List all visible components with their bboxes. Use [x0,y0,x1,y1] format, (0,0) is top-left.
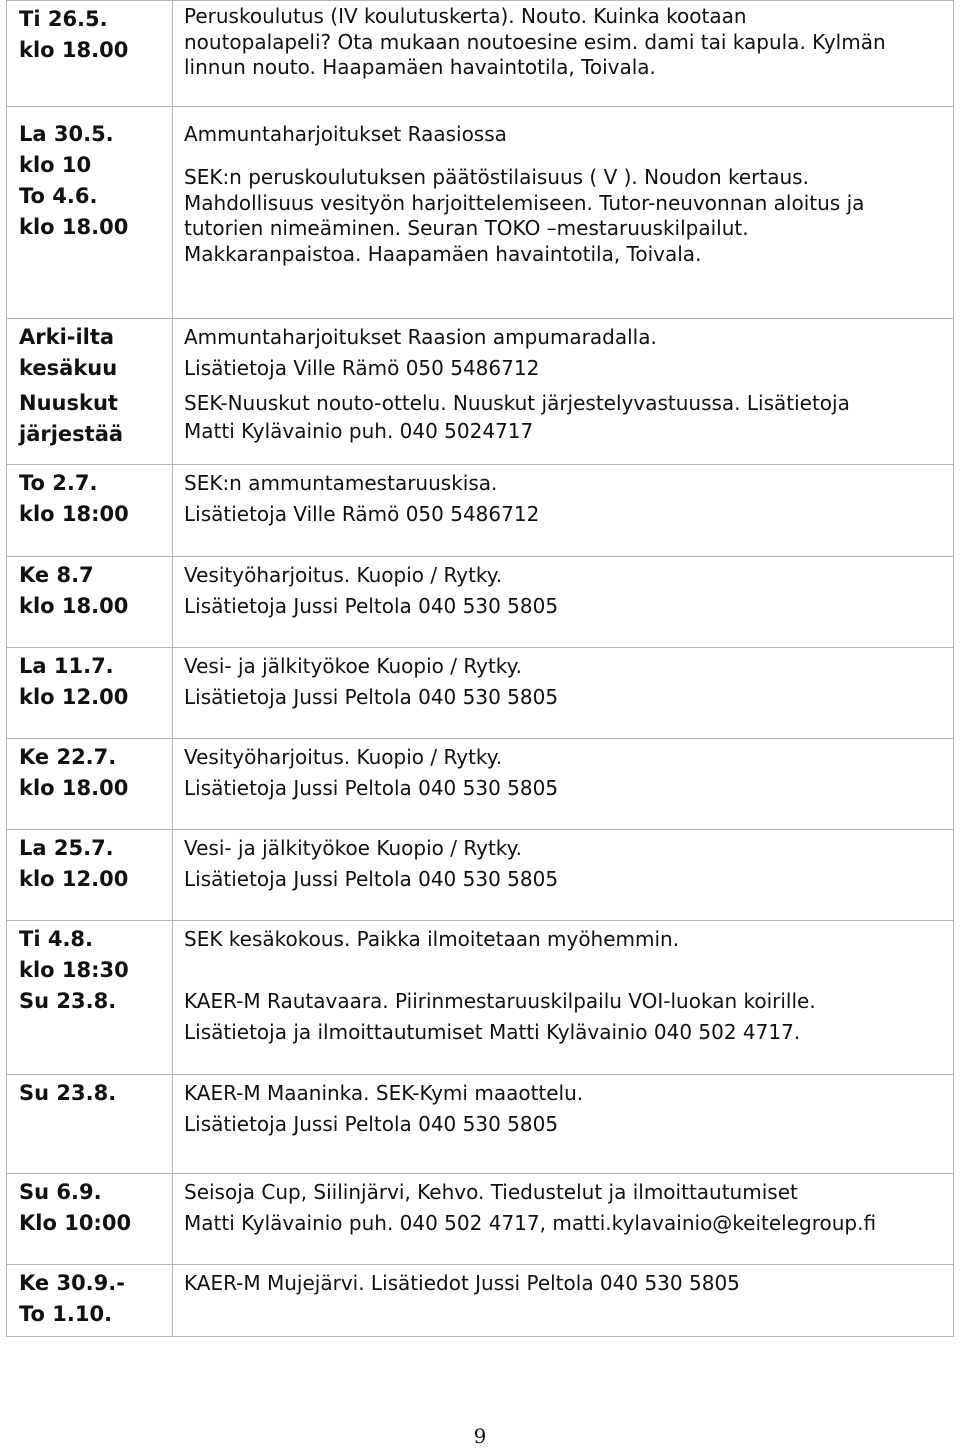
description-line: Vesityöharjoitus. Kuopio / Rytky. [184,563,503,587]
description-line: Lisätietoja Ville Rämö 050 5486712 [184,502,540,526]
table-row [7,465,954,557]
description-line: Mahdollisuus vesityön harjoittelemiseen. Tutor-neuvonnan aloitus ja [184,190,865,215]
date-cell [7,739,173,830]
description-line: Lisätietoja Jussi Peltola 040 530 5805 [184,867,559,891]
table-row [7,739,954,830]
date-line: Ke 30.9.- [19,1271,125,1295]
schedule-table [6,0,954,1337]
description-cell [173,465,954,557]
description-cell [173,107,954,319]
time-line: klo 12.00 [19,685,129,709]
description-line: KAER-M Mujejärvi. Lisätiedot Jussi Peltola 040 530 5805 [184,1271,740,1295]
description-line: SEK-Nuuskut nouto-ottelu. Nuuskut järjestelyvastuussa. Lisätietoja [184,391,850,415]
date-line: To 1.10. [19,1302,113,1326]
description-line: Ammuntaharjoitukset Raasiossa [184,122,507,146]
date-line: Ti 26.5. [19,7,108,31]
description-line: KAER-M Maaninka. SEK-Kymi maaottelu. [184,1081,584,1105]
description-line: Ammuntaharjoitukset Raasion ampumaradalla. [184,325,657,349]
time-line: Klo 10:00 [19,1211,132,1235]
description-line: Peruskoulutus (IV koulutuskerta). Nouto. Kuinka kootaan [184,4,747,28]
description-cell [173,830,954,921]
description-line: SEK:n peruskoulutuksen päätöstilaisuus ( V ). Noudon kertaus. [184,165,809,189]
description-line: Lisätietoja ja ilmoittautumiset Matti Kylävainio 040 502 4717. [184,1020,801,1044]
table-row [7,648,954,739]
date-line: To 4.6. [19,184,98,208]
description-cell [173,557,954,648]
description-line: SEK:n ammuntamestaruuskisa. [184,471,498,495]
description-cell [173,1,954,107]
time-line: klo 18.00 [19,215,129,239]
description-line: Lisätietoja Ville Rämö 050 5486712 [184,356,540,380]
date-cell [7,1075,173,1174]
time-line: klo 18.00 [19,594,129,618]
date-line: La 25.7. [19,836,114,860]
description-line: tutorien nimeäminen. Seuran TOKO –mestaruuskilpailut. [184,216,749,240]
date-cell [7,1,173,107]
time-line: klo 18:30 [19,958,129,982]
table-row [7,1,954,107]
date-line: Su 23.8. [19,989,117,1013]
description-cell [173,1075,954,1174]
date-line: To 2.7. [19,471,98,495]
time-line: klo 10 [19,153,92,177]
description-cell [173,1265,954,1337]
date-cell [7,648,173,739]
date-line: Ti 4.8. [19,927,94,951]
date-line: Ke 22.7. [19,745,117,769]
description-cell [173,319,954,465]
label-line: kesäkuu [19,356,118,380]
table-row [7,1174,954,1265]
date-cell [7,1174,173,1265]
description-line: linnun nouto. Haapamäen havaintotila, Toivala. [184,55,656,79]
date-cell [7,830,173,921]
description-line: Lisätietoja Jussi Peltola 040 530 5805 [184,776,559,800]
description-line: SEK kesäkokous. Paikka ilmoitetaan myöhemmin. [184,927,680,951]
table-row [7,557,954,648]
label-line: Arki-ilta [19,325,115,349]
description-cell [173,739,954,830]
date-line: Su 6.9. [19,1180,102,1204]
date-cell [7,921,173,1075]
table-row [7,830,954,921]
description-line: Lisätietoja Jussi Peltola 040 530 5805 [184,685,559,709]
time-line: klo 18.00 [19,776,129,800]
description-line: Lisätietoja Jussi Peltola 040 530 5805 [184,594,559,618]
time-line: klo 12.00 [19,867,129,891]
table-row [7,1075,954,1174]
date-cell [7,557,173,648]
time-line: klo 18.00 [19,38,129,62]
table-row [7,921,954,1075]
page-number: 9 [473,1424,487,1448]
description-cell [173,1174,954,1265]
description-line: Vesi- ja jälkityökoe Kuopio / Rytky. [184,836,523,860]
date-line: Su 23.8. [19,1081,117,1105]
date-line: Ke 8.7 [19,563,94,587]
label-line: Nuuskut [19,391,118,415]
date-cell [7,319,173,465]
description-line: Vesityöharjoitus. Kuopio / Rytky. [184,745,503,769]
description-line: KAER-M Rautavaara. Piirinmestaruuskilpailu VOI-luokan koirille. [184,989,816,1013]
date-line: La 30.5. [19,122,114,146]
description-line: Vesi- ja jälkityökoe Kuopio / Rytky. [184,654,523,678]
time-line: klo 18:00 [19,502,129,526]
table-row [7,1265,954,1337]
label-line: järjestää [19,422,124,446]
description-line: Makkaranpaistoa. Haapamäen havaintotila, Toivala. [184,241,702,266]
description-line: Lisätietoja Jussi Peltola 040 530 5805 [184,1112,559,1136]
description-line: noutopalapeli? Ota mukaan noutoesine esim. dami tai kapula. Kylmän [184,29,886,54]
date-line: La 11.7. [19,654,114,678]
description-line: Matti Kylävainio puh. 040 5024717 [184,419,534,443]
description-line: Matti Kylävainio puh. 040 502 4717, matti.kylavainio@keitelegroup.fi [184,1211,877,1235]
date-cell [7,1265,173,1337]
description-line: Seisoja Cup, Siilinjärvi, Kehvo. Tiedustelut ja ilmoittautumiset [184,1180,798,1204]
table-row [7,319,954,465]
description-cell [173,648,954,739]
date-cell [7,465,173,557]
date-cell [7,107,173,319]
table-row [7,107,954,319]
description-cell [173,921,954,1075]
